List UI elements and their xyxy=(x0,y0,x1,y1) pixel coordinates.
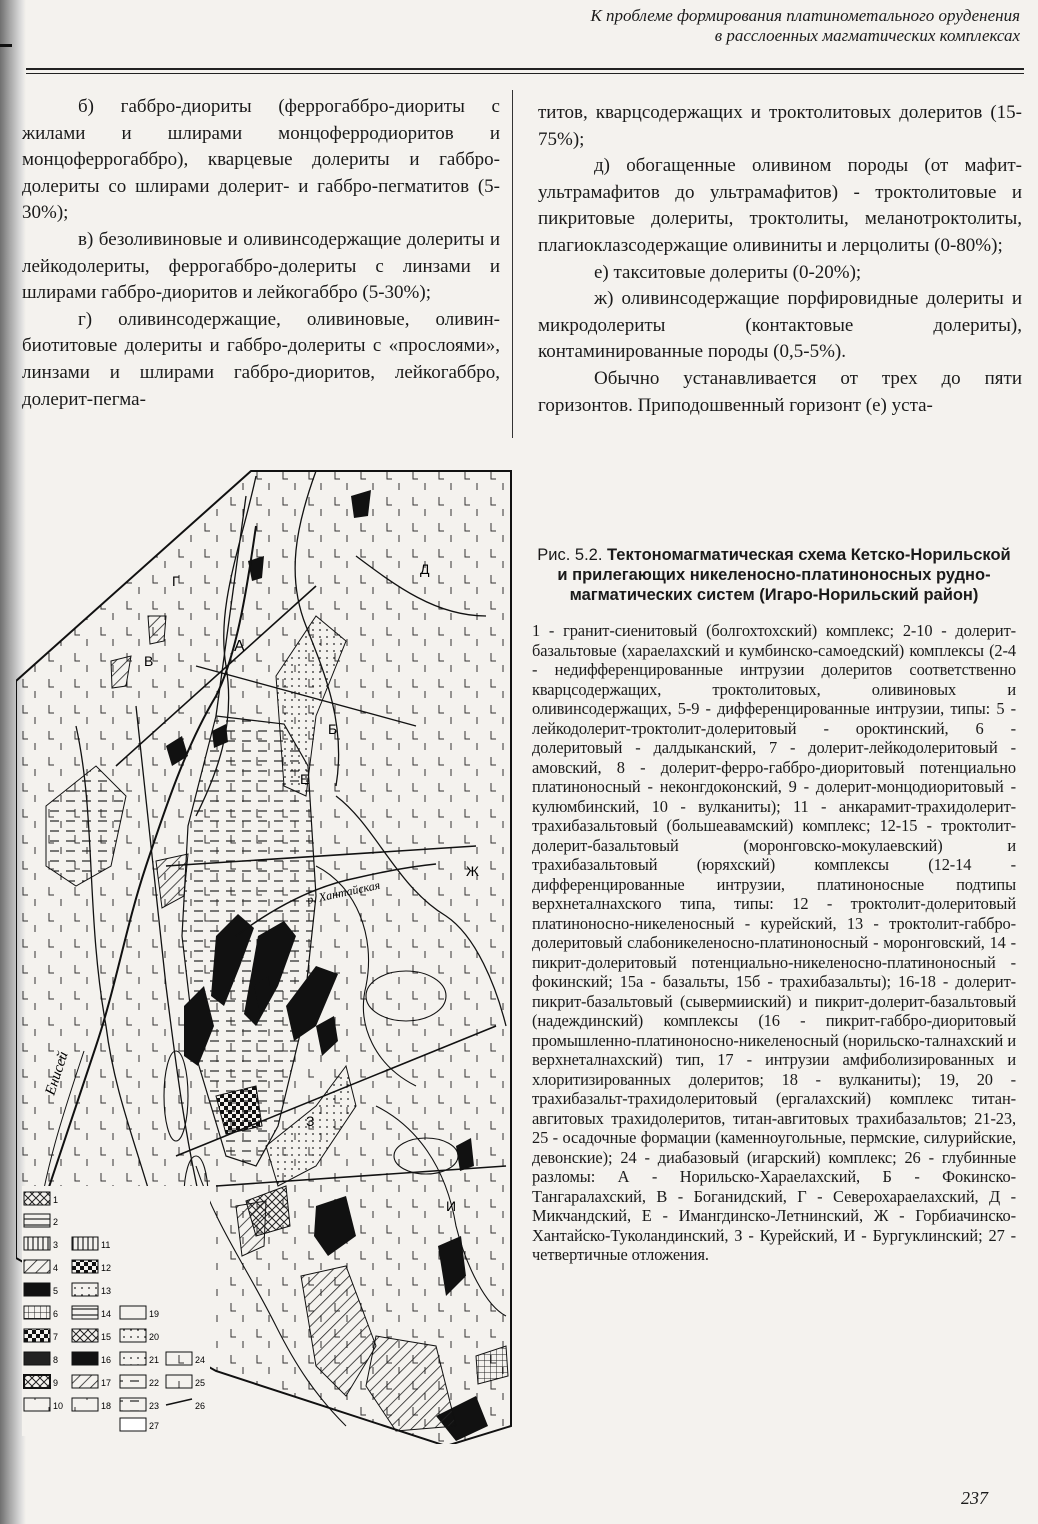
legend-swatch-13 xyxy=(72,1283,98,1296)
legend-swatch-23 xyxy=(120,1398,146,1411)
legend-num-16: 16 xyxy=(101,1355,112,1365)
legend-swatch-11 xyxy=(72,1237,98,1250)
paragraph-g-continued: титов, кварцсодержащих и троктолитовых долеритов (15-75%); xyxy=(538,102,1022,150)
legend-swatch-6 xyxy=(24,1306,50,1319)
legend-swatch-2 xyxy=(24,1214,50,1227)
legend-swatch-17 xyxy=(72,1375,98,1388)
legend-swatch-16 xyxy=(72,1352,98,1365)
paragraph-zh: ж) оливинсодержащие порфировидные долериты и микродолериты (контактовые долериты), контаминированные породы (0,5-5%). xyxy=(538,288,1022,363)
legend-num-6: 6 xyxy=(53,1309,59,1319)
legend-swatch-10 xyxy=(24,1398,50,1411)
paragraph-e: е) такситовые долериты (0-20%); xyxy=(594,261,862,283)
legend-swatch-3 xyxy=(24,1237,50,1250)
yenisei-label: Енисей xyxy=(42,1049,72,1098)
legend-num-7: 7 xyxy=(53,1332,59,1342)
legend-num-5: 5 xyxy=(53,1286,59,1296)
khantayka-label: р. Хантайская xyxy=(305,877,382,907)
legend-num-15: 15 xyxy=(101,1332,112,1342)
figure-label: Рис. 5.2. xyxy=(537,546,603,564)
legend-num-3: 3 xyxy=(53,1240,59,1250)
legend-swatch-14 xyxy=(72,1306,98,1319)
legend-swatch-7 xyxy=(24,1329,50,1342)
margin-mark xyxy=(0,44,12,47)
legend-num-25: 25 xyxy=(195,1378,206,1388)
legend-num-19: 19 xyxy=(149,1309,160,1319)
legend-num-20: 20 xyxy=(149,1332,160,1342)
figure-caption xyxy=(532,545,1016,1265)
legend-num-26: 26 xyxy=(195,1401,206,1411)
fault-label-v: В xyxy=(144,653,154,669)
fault-label-g: Г xyxy=(172,573,180,589)
geological-map-figure xyxy=(16,466,516,1444)
legend-num-4: 4 xyxy=(53,1263,59,1273)
hatched-intrusion xyxy=(148,616,166,644)
figure-title-text: Тектономагматическая схема Кетско-Норильской и прилегающих никеленосно-платиноносных рудно-магматических систем (Игаро-Норильский район) xyxy=(557,546,1011,604)
legend-num-17: 17 xyxy=(101,1378,112,1388)
page-number: 237 xyxy=(961,1488,988,1508)
legend-num-2: 2 xyxy=(53,1217,59,1227)
legend-num-9: 9 xyxy=(53,1378,59,1388)
fault-label-i: И xyxy=(446,1198,457,1214)
legend-swatch-18 xyxy=(72,1398,98,1411)
fault-label-b: Б xyxy=(328,721,338,737)
legend-swatch-4 xyxy=(24,1260,50,1273)
legend-num-18: 18 xyxy=(101,1401,112,1411)
legend-swatch-24 xyxy=(166,1352,192,1365)
fault-label-z: З xyxy=(306,1113,315,1129)
map-legend xyxy=(22,1186,210,1436)
legend-num-27: 27 xyxy=(149,1421,160,1431)
legend-swatch-27 xyxy=(120,1418,146,1431)
paragraph-horizons: Обычно устанавливается от трех до пяти горизонтов. Приподошвенный горизонт (е) уста- xyxy=(538,367,1022,416)
legend-num-1: 1 xyxy=(53,1195,59,1205)
legend-num-23: 23 xyxy=(149,1401,160,1411)
legend-swatch-22 xyxy=(120,1375,146,1388)
running-head xyxy=(420,6,1020,46)
column-divider xyxy=(512,90,513,438)
legend-num-22: 22 xyxy=(149,1378,160,1388)
legend-swatch-20 xyxy=(120,1329,146,1342)
legend-swatch-1 xyxy=(24,1192,50,1205)
legend-num-11: 11 xyxy=(101,1240,111,1250)
legend-swatch-8 xyxy=(24,1352,50,1365)
legend-swatch-12 xyxy=(72,1260,98,1273)
paragraph-v: в) безоливиновые и оливинсодержащие долериты и лейкодолериты, феррогаббро-долериты с линзами и шлирами габбро-диоритов и лейкогаббро (5-30%); xyxy=(22,228,500,304)
legend-num-13: 13 xyxy=(101,1286,112,1296)
header-rule-thick xyxy=(26,68,1024,70)
legend-swatch-25 xyxy=(166,1375,192,1388)
running-head-line2: в расслоенных магматических комплексах xyxy=(714,26,1020,45)
legend-swatch-9 xyxy=(24,1375,50,1388)
legend-swatch-15 xyxy=(72,1329,98,1342)
paragraph-b: б) габбро-диориты (феррогаббро-диориты с жилами и шлирами монцоферродиоритов и монцоферрогаббро), кварцевые долериты и габбро-долериты со шлирами долерит- и габбро-пегматитов (5-30%); xyxy=(22,96,500,224)
paragraph-g: г) оливинсодержащие, оливиновые, оливин-биотитовые долериты и габбро-долериты с «прослоями», линзами и шлирами габбро-диоритов, лейкогаббро, долерит-пегма- xyxy=(22,308,500,410)
right-text-column xyxy=(538,100,1022,419)
legend-swatch-21 xyxy=(120,1352,146,1365)
fault-label-zh: Ж xyxy=(466,863,479,879)
paragraph-d: д) обогащенные оливином породы (от мафит-ультрамафитов до ультрамафитов) - троктолитовые и пикритовые долериты, троктолиты, меланотроктолиты, плагиоклазсодержащие оливиниты и лерцолиты (0-80%); xyxy=(538,155,1022,256)
figure-title xyxy=(532,545,1016,605)
geological-map xyxy=(16,466,516,1444)
legend-num-8: 8 xyxy=(53,1355,59,1365)
fault-label-a: А xyxy=(234,638,245,655)
legend-num-14: 14 xyxy=(101,1309,112,1319)
legend-num-21: 21 xyxy=(149,1355,160,1365)
left-text-column xyxy=(22,94,500,413)
figure-legend-text: 1 - гранит-сиенитовый (болгохтохский) комплекс; 2-10 - долерит-базальтовые (хараелахский и кумбинско-самоедский) комплексы (2-4 - недифференцированные интрузии долеритов соответственно кварцсодержащих, троктолитовых, оливиновых и оливинсодержащих, 5-9 - дифференцированные интрузии, типы: 5 - лейкодолерит-троктолит-долеритовый - ороктинский, 6 - долеритовый - далдыканский, 7 - долерит-лейкодолеритовый - амовский, 8 - долерит-ферро-габбро-диоритовый потенциально платиноносный - неконгдоконский, 9 - долерит-монцодиоритовый - кулюмбинский, 10 - вулканиты); 11 - анкарамит-трахидолерит-трахибазальтовый (большеавамский) комплекс; 12-15 - троктолит-долерит-базальтовый (моронговско-мокулаевский) и трахибазальтовый (юряхский) комплексы (12-14 - дифференцированные интрузии, платиноносные подтипы верхнеталнахского типа, типы: 12 - троктолит-долеритовый платиноносно-никеленосный - курейский, 13 - троктолит-габбро-долеритовый слабоникеленосно-платиноносный - моронговский, 14 - пикрит-долеритовый потенциально-никеленосно-платиноносный - фокинский; 15а - базальты, 15б - трахибазальты); 16-18 - долерит-пикрит-базальтовый (сывермииский) и пикрит-долерит-базальтовый (надеждинский) комплексы (16 - пикрит-габбро-диоритовый промышленно-платиноносно-никеленосный (норильско-талнахский и верхнеталнахский) тип, 17 - интрузии амфиболизированных и хлоритизированных долеритов; 18 - вулканиты); 19, 20 - трахибазальт-трахидолеритовый (ергалахский) комплекс титан-авгитовых трахидолеритов, титан-авгитовых трахибазальтов; 21-23, 25 - осадочные формации (каменноугольные, пермские, силурийские, девонские); 24 - диабазовый (игарский) комплекс; 26 - глубинные разломы: А - Норильско-Хараелахский, Б - Фокинско-Тангаралахский, В - Боганидский, Г - Северохараелахский, Д - Микчандский, Е - Имангдинско-Летнинский, Ж - Горбиачинско-Хантайско-Туколандинский, З - Курейский, И - Бургуклинский; 27 - четвертичные отложения. xyxy=(532,621,1016,1264)
legend-swatch-5 xyxy=(24,1283,50,1296)
header-rule-thin xyxy=(26,73,1024,74)
legend-num-10: 10 xyxy=(53,1401,64,1411)
running-head-line1: К проблеме формирования платинометального оруденения xyxy=(590,6,1020,25)
legend-num-24: 24 xyxy=(195,1355,206,1365)
fault-label-d: Д xyxy=(420,561,430,577)
legend-num-12: 12 xyxy=(101,1263,112,1273)
fault-label-e: Е xyxy=(300,771,310,787)
